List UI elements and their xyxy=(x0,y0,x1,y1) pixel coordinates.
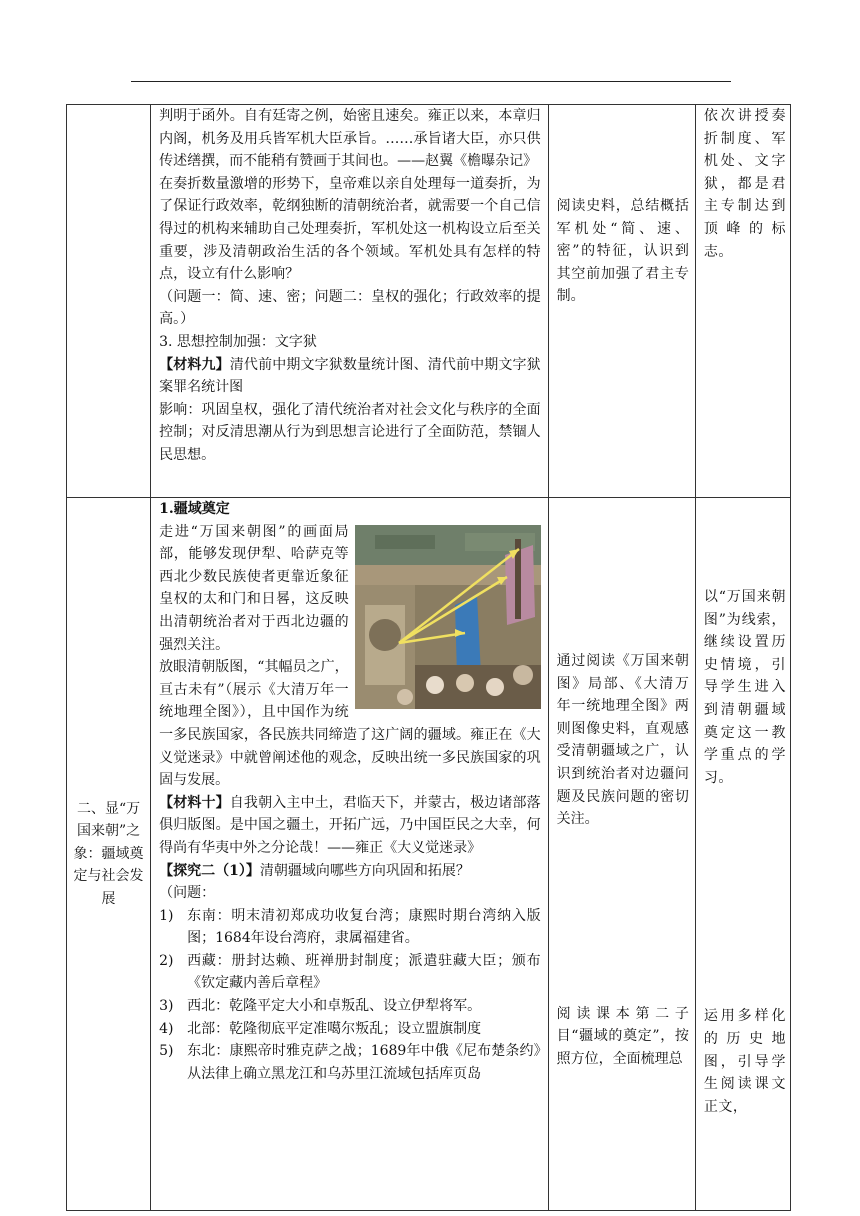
list-text: 东南：明末清初郑成功收复台湾；康熙时期台湾纳入版图；1684年设台湾府，隶属福建省。 xyxy=(187,907,541,947)
explore-label: 【探究二（1）】 xyxy=(159,862,260,879)
wanguo-laichao-painting xyxy=(355,525,541,709)
content-paragraph: 判明于函外。自有廷寄之例，始密且速矣。雍正以来，本章归内阁，机务及用兵皆军机大臣承旨。……承旨诸大臣，亦只供传述缮撰，而不能稍有赞画于其间也。——赵翼《檐曝杂记》 xyxy=(159,108,541,170)
explore-text: 清朝疆域向哪些方向巩固和拓展？ xyxy=(259,862,470,879)
intent-text: 依次讲授奏折制度、军机处、文字狱，都是君主专制达到顶峰的标志。 xyxy=(703,108,786,260)
painting-illustration xyxy=(355,525,541,709)
content-cell xyxy=(151,105,549,498)
table-row xyxy=(67,498,791,1211)
list-number: 4) xyxy=(159,1020,174,1037)
material-text: 自我朝入主中土，君临天下，并蒙古，极边诸部落俱归版图。是中国之疆土，开拓广远，乃中国臣民之大幸，何得尚有华夷中外之分论哉！——雍正《大义觉迷录》 xyxy=(159,794,541,856)
stage-cell-empty xyxy=(67,105,151,498)
list-number: 3) xyxy=(159,998,174,1015)
header-rule xyxy=(131,81,731,82)
intent-cell xyxy=(695,105,790,498)
material-ten xyxy=(159,792,541,860)
question-label: （问题： xyxy=(159,885,216,902)
stage-title: 二、显“万国来朝”之象：疆域奠定与社会发展 xyxy=(73,800,144,907)
content-paragraph: 走进“万国来朝图”的画面局部，能够发现伊犁、哈萨克等西北少数民族使者更靠近象征皇权的太和门和日晷，这反映出清朝统治者对于西北边疆的强烈关注。 xyxy=(159,523,349,653)
list-number: 2) xyxy=(159,952,174,969)
activity-text: 阅读课本第二子目“疆域的奠定”，按照方位，全面梳理总 xyxy=(556,1005,689,1067)
content-paragraph: 在奏折数量激增的形势下，皇帝难以亲自处理每一道奏折，为了保证行政效率，乾纲独断的清朝统治者，就需要一个自己信得过的机构来辅助自己处理奏折，军机处这一机构设立后至关重要，涉及清朝政治生活的各个领域。军机处具有怎样的特点，设立有什么影响？ xyxy=(159,175,541,283)
list-number: 5) xyxy=(159,1043,174,1060)
activity-cell xyxy=(548,498,695,1211)
table-row xyxy=(67,105,791,498)
intent-cell xyxy=(695,498,790,1211)
list-item xyxy=(159,1018,541,1041)
list-text: 西北：乾隆平定大小和卓叛乱、设立伊犁将军。 xyxy=(187,998,482,1015)
list-text: 东北：康熙帝时雅克萨之战；1689年中俄《尼布楚条约》从法律上确立黑龙江和乌苏里江流域包括库页岛 xyxy=(187,1043,541,1082)
lesson-plan-table xyxy=(66,104,791,1211)
activity-cell xyxy=(548,105,695,498)
intent-text: 运用多样化的历史地图，引导学生阅读课文正文， xyxy=(703,1008,786,1115)
activity-text: 通过阅读《万国来朝图》局部、《大清万年一统地理全图》两则图像史料，直观感受清朝疆域之广，认识到统治者对边疆问题及民族问题的密切关注。 xyxy=(556,653,689,828)
activity-text: 阅读史料，总结概括军机处“简、速、密”的特征，认识到其空前加强了君主专制。 xyxy=(556,198,689,305)
list-text: 北部：乾隆彻底平定准噶尔叛乱；设立盟旗制度 xyxy=(187,1020,482,1037)
list-item xyxy=(159,905,541,950)
section-heading: 1.疆域奠定 xyxy=(159,501,230,517)
list-item xyxy=(159,950,541,995)
list-number: 1) xyxy=(159,907,174,924)
list-text: 西藏：册封达赖、班禅册封制度；派遣驻藏大臣；颁布《钦定藏内善后章程》 xyxy=(187,952,541,992)
material-nine xyxy=(159,354,541,399)
material-text: 清代前中期文字狱数量统计图、清代前中期文字狱案罪名统计图 xyxy=(159,356,541,396)
stage-cell xyxy=(67,498,151,1211)
content-cell xyxy=(151,498,549,1211)
explore-question xyxy=(159,860,541,883)
material-label: 【材料九】 xyxy=(159,356,230,373)
list-item xyxy=(159,1040,541,1085)
content-paragraph: 放眼清朝版图，“其幅员之广，亘古未有”（展示《大清万年一统地理全图》），且中国作为统一多民族国家，各民族共同缔造了这广阔的疆域。雍正在《大义觉迷录》中就曾阐述他的观念，反映出统一多民族国家的巩固与发展。 xyxy=(159,659,541,789)
material-label: 【材料十】 xyxy=(159,794,230,811)
content-paragraph: （问题一：简、速、密；问题二：皇权的强化；行政效率的提高。） xyxy=(159,288,541,328)
list-item xyxy=(159,995,541,1018)
content-paragraph: 影响：巩固皇权，强化了清代统治者对社会文化与秩序的全面控制；对反清思潮从行为到思想言论进行了全面防范，禁锢人民思想。 xyxy=(159,401,541,463)
section-heading: 3. 思想控制加强：文字狱 xyxy=(159,333,317,350)
intent-text: 以“万国来朝图”为线索，继续设置历史情境，引导学生进入到清朝疆域奠定这一教学重点的学习。 xyxy=(703,589,786,786)
